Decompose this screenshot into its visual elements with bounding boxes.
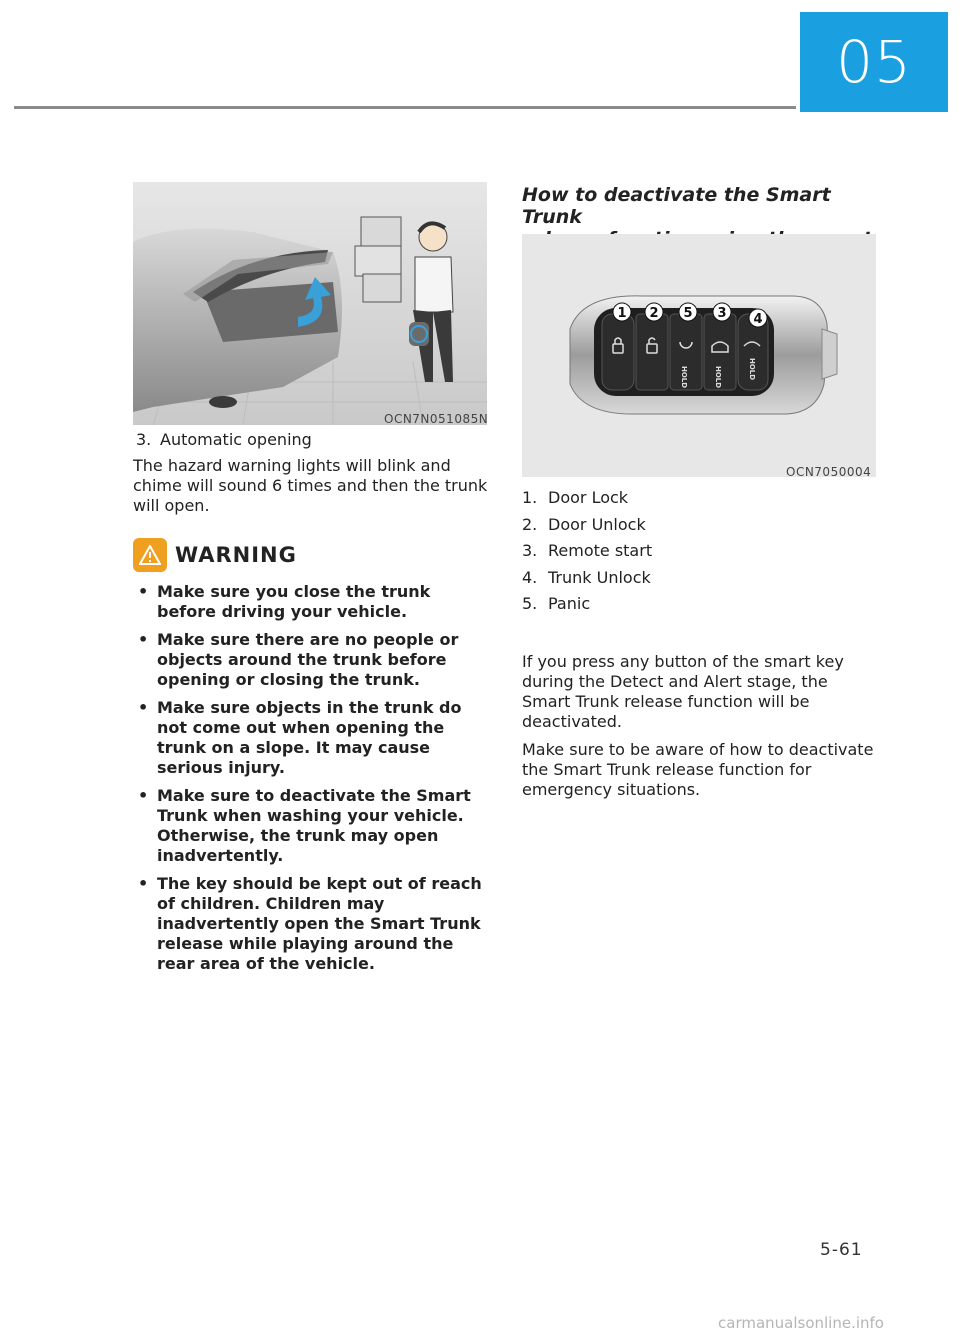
warning-header bbox=[133, 538, 488, 572]
callout-3: 3 bbox=[717, 306, 727, 321]
trunk-opening-illustration bbox=[133, 182, 487, 425]
header-rule bbox=[14, 106, 796, 109]
callout-5: 5 bbox=[683, 306, 693, 321]
warning-item: • Make sure there are no people or objects around the trunk before opening or closing the trunk. bbox=[138, 630, 459, 689]
callout-2: 2 bbox=[649, 306, 659, 321]
chapter-tab: 05 bbox=[800, 12, 948, 112]
warning-list bbox=[133, 582, 488, 974]
svg-text:HOLD: HOLD bbox=[714, 366, 722, 389]
left-column bbox=[133, 430, 488, 982]
svg-text:HOLD: HOLD bbox=[680, 366, 688, 389]
deactivation-text bbox=[522, 652, 877, 800]
figure-caption-left: OCN7N051085N bbox=[384, 412, 489, 426]
warning-item: • Make sure objects in the trunk do not come out when opening the trunk on a slope. It may cause serious injury. bbox=[138, 698, 462, 777]
key-button-list bbox=[522, 488, 877, 621]
warning-title: WARNING bbox=[175, 543, 297, 567]
step-item bbox=[133, 430, 488, 450]
list-item: 3. Remote start bbox=[522, 541, 653, 560]
figure-caption-right: OCN7050004 bbox=[786, 465, 872, 479]
warning-item: • Make sure to deactivate the Smart Trunk when washing your vehicle. Otherwise, the trunk may open inadvertently. bbox=[138, 786, 471, 865]
section-title-line-1: How to deactivate the Smart Trunk bbox=[522, 184, 831, 228]
warning-item: • Make sure you close the trunk before driving your vehicle. bbox=[138, 582, 431, 621]
step-label: Automatic opening bbox=[160, 430, 312, 449]
smart-key-illustration bbox=[522, 234, 876, 477]
svg-text:HOLD: HOLD bbox=[748, 358, 756, 381]
list-item: 5. Panic bbox=[522, 594, 591, 613]
warning-triangle-icon bbox=[133, 538, 167, 572]
watermark: carmanualsonline.info bbox=[718, 1314, 884, 1332]
list-item: 4. Trunk Unlock bbox=[522, 567, 651, 587]
step-number: 3. bbox=[136, 430, 152, 449]
paragraph-2: Make sure to be aware of how to deactivate the Smart Trunk release function for emergency situations. bbox=[522, 740, 874, 799]
paragraph-1: If you press any button of the smart key during the Detect and Alert stage, the Smart Trunk release function will be deactivated. bbox=[522, 652, 844, 731]
list-item: 1. Door Lock bbox=[522, 488, 629, 507]
page-number: 5-61 bbox=[820, 1240, 863, 1260]
step-description: The hazard warning lights will blink and chime will sound 6 times and then the trunk will open. bbox=[133, 456, 488, 515]
callout-4: 4 bbox=[753, 312, 763, 327]
list-item: 2. Door Unlock bbox=[522, 514, 646, 534]
warning-item: • The key should be kept out of reach of children. Children may inadvertently open the Smart Trunk release while playing around the rear area of the vehicle. bbox=[138, 874, 482, 973]
callout-1: 1 bbox=[617, 306, 627, 321]
